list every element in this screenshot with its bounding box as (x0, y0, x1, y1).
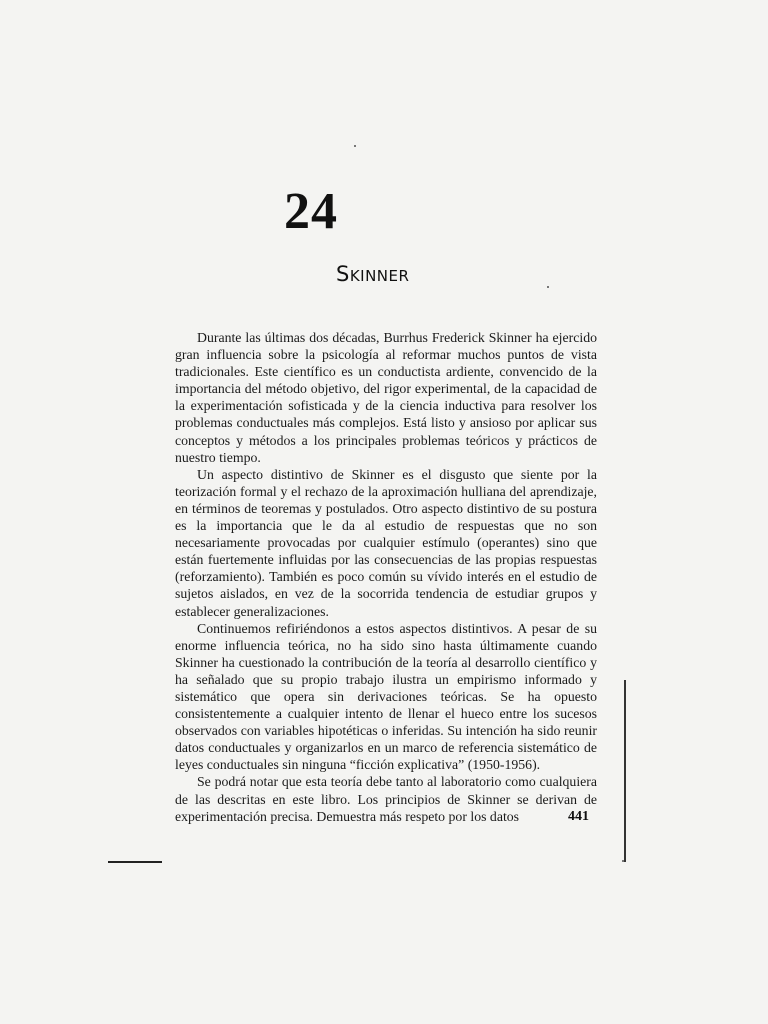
chapter-number: 24 (284, 183, 338, 240)
chapter-title: Skinner (336, 262, 410, 286)
scan-rule-bottom (108, 861, 162, 863)
scan-speck (547, 286, 549, 288)
paragraph-3: Continuemos refiriéndonos a estos aspectos distintivos. A pesar de su enorme influencia teórica, no ha sido sino hasta últimamente cuando Skinner ha cuestionado la contribución de la teoría al desarrollo científico y ha señalado que su propio trabajo ilustra un empirismo informado y sistemático que opera sin derivaciones teóricas. Se ha opuesto consistentemente a cualquier intento de llenar el hueco entre los sucesos observados con variables hipotéticas o inferidas. Su intención ha sido reunir datos conductuales y organizarlos en un marco de referencia sistemático de leyes conductuales sin ninguna “ficción explicativa” (1950-1956). (175, 620, 597, 773)
paragraph-2: Un aspecto distintivo de Skinner es el disgusto que siente por la teorización formal y el rechazo de la aproximación hulliana del aprendizaje, en términos de teoremas y postulados. Otro aspecto distintivo de su postura es la importancia que le da al estudio de respuestas que no son necesariamente provocadas por cualquier estímulo (operantes) sino que están fuertemente influidas por las consecuencias de las propias respuestas (reforzamiento). También es poco común su vívido interés en el estudio de sujetos aislados, en vez de la socorrida tendencia de estudiar grupos y establecer generalizaciones. (175, 466, 597, 619)
paragraph-4: Se podrá notar que esta teoría debe tanto al laboratorio como cualquiera de las descritas en este libro. Los principios de Skinner se derivan de experimentación precisa. Demuestra más respeto por los datos (175, 774, 597, 824)
scan-speck (622, 860, 624, 862)
page-number: 441 (568, 809, 589, 824)
body-text (175, 329, 597, 825)
scan-rule-right (624, 680, 626, 862)
paragraph-1: Durante las últimas dos décadas, Burrhus Frederick Skinner ha ejercido gran influencia sobre la psicología al reformar muchos puntos de vista tradicionales. Este científico es un conductista ardiente, convencido de la importancia del método objetivo, del rigor experimental, de la capacidad de la experimentación sofisticada y de la ciencia inductiva para resolver los problemas conductuales más complejos. Está listo y ansioso por aplicar sus conceptos y métodos a los principales problemas teóricos y prácticos de nuestro tiempo. (175, 330, 597, 465)
scan-speck (354, 145, 356, 147)
